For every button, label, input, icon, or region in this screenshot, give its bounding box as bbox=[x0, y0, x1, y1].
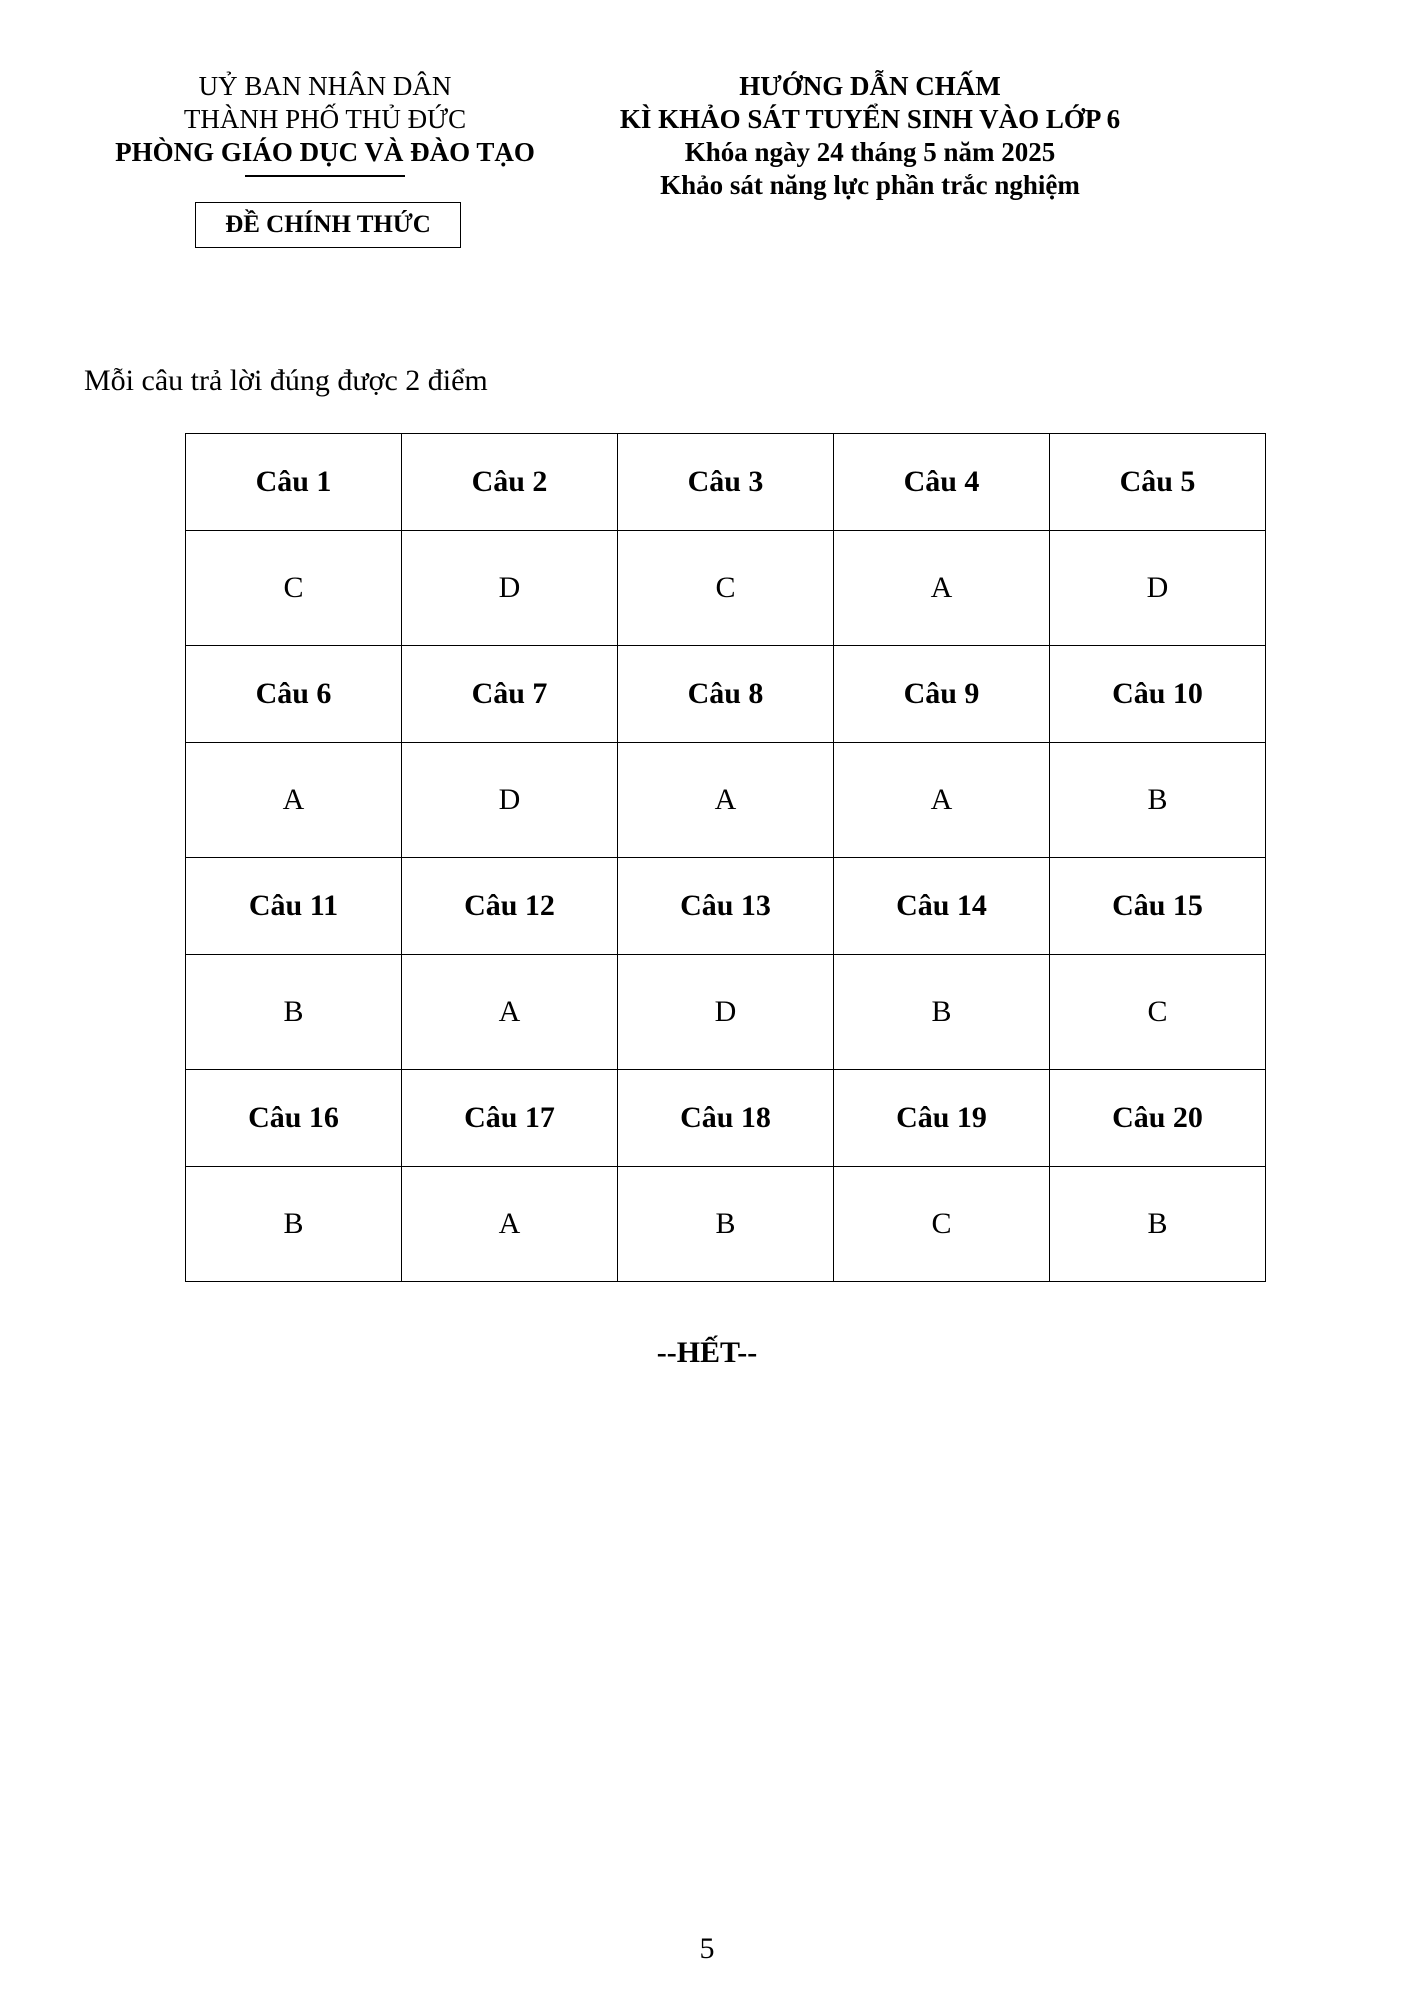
answer-cell: A bbox=[834, 531, 1050, 646]
question-cell: Câu 10 bbox=[1050, 646, 1266, 743]
question-cell: Câu 16 bbox=[186, 1070, 402, 1167]
question-cell: Câu 17 bbox=[402, 1070, 618, 1167]
title-line-1: HƯỚNG DẪN CHẤM bbox=[739, 71, 1001, 101]
question-cell: Câu 12 bbox=[402, 858, 618, 955]
answer-cell: A bbox=[618, 743, 834, 858]
question-cell: Câu 11 bbox=[186, 858, 402, 955]
question-cell: Câu 20 bbox=[1050, 1070, 1266, 1167]
answer-cell: B bbox=[186, 1167, 402, 1282]
answer-cell: B bbox=[834, 955, 1050, 1070]
answer-cell: B bbox=[618, 1167, 834, 1282]
question-row bbox=[186, 1070, 1266, 1167]
answer-row bbox=[186, 1167, 1266, 1282]
answer-cell: D bbox=[402, 531, 618, 646]
answer-key-table bbox=[185, 433, 1266, 1282]
issuer-line-2: THÀNH PHỐ THỦ ĐỨC bbox=[183, 104, 467, 134]
question-cell: Câu 15 bbox=[1050, 858, 1266, 955]
page-number: 5 bbox=[699, 1932, 715, 1965]
issuer-header bbox=[90, 70, 560, 177]
question-cell: Câu 3 bbox=[618, 434, 834, 531]
question-cell: Câu 14 bbox=[834, 858, 1050, 955]
answer-cell: C bbox=[618, 531, 834, 646]
question-cell: Câu 4 bbox=[834, 434, 1050, 531]
answer-cell: A bbox=[834, 743, 1050, 858]
question-cell: Câu 7 bbox=[402, 646, 618, 743]
answer-cell: D bbox=[618, 955, 834, 1070]
question-cell: Câu 1 bbox=[186, 434, 402, 531]
question-cell: Câu 2 bbox=[402, 434, 618, 531]
answer-cell: C bbox=[186, 531, 402, 646]
answer-cell: A bbox=[402, 955, 618, 1070]
header-divider bbox=[245, 175, 405, 177]
scoring-note: Mỗi câu trả lời đúng được 2 điểm bbox=[84, 364, 488, 397]
issuer-line-3: PHÒNG GIÁO DỤC VÀ ĐÀO TẠO bbox=[115, 137, 535, 167]
question-cell: Câu 6 bbox=[186, 646, 402, 743]
question-cell: Câu 8 bbox=[618, 646, 834, 743]
question-cell: Câu 5 bbox=[1050, 434, 1266, 531]
question-cell: Câu 19 bbox=[834, 1070, 1050, 1167]
title-line-2: KÌ KHẢO SÁT TUYỂN SINH VÀO LỚP 6 bbox=[619, 104, 1121, 134]
question-row bbox=[186, 434, 1266, 531]
answer-cell: D bbox=[402, 743, 618, 858]
answer-cell: B bbox=[186, 955, 402, 1070]
answer-row bbox=[186, 743, 1266, 858]
title-line-4: Khảo sát năng lực phần trắc nghiệm bbox=[660, 170, 1080, 200]
document-title-block bbox=[570, 70, 1170, 202]
answer-row bbox=[186, 531, 1266, 646]
title-line-3: Khóa ngày 24 tháng 5 năm 2025 bbox=[684, 137, 1056, 167]
answer-cell: A bbox=[186, 743, 402, 858]
answer-cell: C bbox=[834, 1167, 1050, 1282]
question-row bbox=[186, 858, 1266, 955]
answer-row bbox=[186, 955, 1266, 1070]
question-cell: Câu 18 bbox=[618, 1070, 834, 1167]
official-label-box: ĐỀ CHÍNH THỨC bbox=[195, 202, 461, 248]
question-row bbox=[186, 646, 1266, 743]
answer-cell: C bbox=[1050, 955, 1266, 1070]
answer-cell: D bbox=[1050, 531, 1266, 646]
question-cell: Câu 9 bbox=[834, 646, 1050, 743]
issuer-line-1: UỶ BAN NHÂN DÂN bbox=[198, 71, 452, 101]
answer-cell: A bbox=[402, 1167, 618, 1282]
answer-cell: B bbox=[1050, 743, 1266, 858]
question-cell: Câu 13 bbox=[618, 858, 834, 955]
answer-cell: B bbox=[1050, 1167, 1266, 1282]
end-of-document-mark: --HẾT-- bbox=[656, 1336, 758, 1369]
